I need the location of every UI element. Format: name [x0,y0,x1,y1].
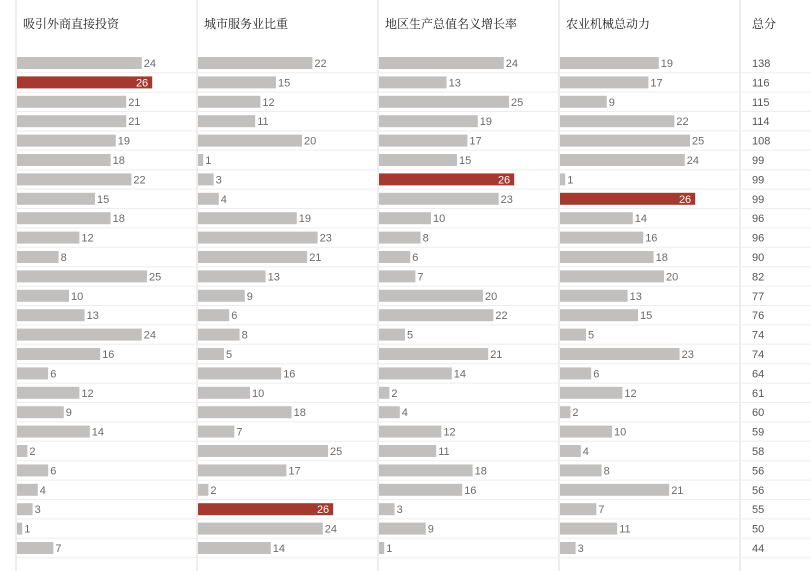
bar-value-label: 1 [386,543,393,555]
bar [379,232,421,244]
bar [560,115,674,127]
bar-value-label: 17 [650,77,663,90]
total-value: 99 [752,193,765,206]
bar-value-label: 2 [29,446,36,458]
bar [198,173,214,185]
bar-value-label: 26 [497,174,511,187]
bar [379,76,447,88]
bar-value-label: 7 [598,504,605,517]
bar-value-label: 15 [97,193,110,206]
bar [198,348,224,360]
bar [379,96,509,108]
bar [379,290,483,302]
bar-value-label: 13 [448,77,461,90]
bar-value-label: 8 [422,232,429,245]
bar-value-label: 9 [427,523,434,536]
bar-value-label: 23 [500,193,513,206]
bar [560,309,638,321]
bar [17,270,147,282]
bar-value-label: 13 [86,310,99,323]
bar [379,503,395,515]
bar [198,135,302,147]
bar [17,542,53,554]
bar [560,329,586,341]
bar-value-label: 21 [309,252,322,264]
bar [379,348,488,360]
bar-value-label: 17 [288,465,301,478]
bar [17,212,111,224]
bar [198,193,219,205]
bar [17,503,33,515]
bar [17,387,79,399]
bar [17,251,59,263]
bar-value-label: 9 [65,407,72,420]
bar-value-label: 11 [619,523,631,536]
bar [198,270,266,282]
bar-value-label: 3 [577,543,584,555]
bar-value-label: 14 [91,426,105,439]
bar-value-label: 10 [71,290,84,303]
bar [198,329,240,341]
bar [198,542,271,554]
bar-value-label: 22 [133,174,146,187]
bar-value-label: 1 [205,155,212,167]
bar [560,484,669,496]
bar [560,367,591,379]
bar-value-label: 19 [479,116,493,129]
total-value: 74 [752,349,765,361]
bar [560,406,570,418]
bar [379,367,452,379]
bar [198,445,328,457]
bar [379,426,441,438]
bar-value-label: 24 [324,523,338,536]
bar-value-label: 9 [608,96,615,109]
bar-value-label: 11 [257,116,269,129]
bar [17,523,22,535]
bar [379,387,389,399]
bar-value-label: 10 [433,213,446,226]
bar [560,426,612,438]
bar [17,426,90,438]
bar-value-label: 5 [226,349,233,361]
bar-value-label: 16 [283,368,296,381]
bar [198,212,297,224]
bar-value-label: 9 [246,290,253,303]
bar-value-label: 13 [267,271,280,284]
bar [379,193,499,205]
bar [198,290,245,302]
bar [379,57,504,69]
bar-value-label: 17 [469,135,482,148]
bar-value-label: 8 [241,329,248,342]
total-value: 138 [752,58,771,70]
bar-value-label: 6 [593,368,600,381]
bar-value-label: 6 [412,252,419,264]
bar [17,154,111,166]
total-value: 90 [752,252,765,264]
bar-value-label: 15 [459,155,472,167]
bar [17,367,48,379]
total-value: 115 [752,96,770,109]
column-header: 农业机械总动力 [566,17,651,31]
total-value: 99 [752,155,765,167]
bar [379,329,405,341]
bar-value-label: 21 [490,349,503,361]
bar-value-label: 6 [50,465,57,478]
bar [198,57,312,69]
bar [198,426,234,438]
bar-value-label: 21 [671,484,684,497]
bar [379,542,384,554]
bar [17,193,95,205]
total-value: 56 [752,484,765,497]
bar [198,76,276,88]
bar [379,212,431,224]
bar-value-label: 22 [495,310,508,323]
bar [198,251,307,263]
bar-value-label: 20 [666,271,679,284]
bar-value-label: 8 [603,465,610,478]
bar-value-label: 25 [511,96,524,109]
total-value: 64 [752,368,765,381]
bar [560,232,643,244]
bar [379,115,478,127]
total-value: 76 [752,310,765,323]
bar [560,96,607,108]
bar-value-label: 5 [407,329,414,342]
bar-value-label: 3 [396,504,403,517]
total-value: 50 [752,523,765,536]
bar [17,96,126,108]
bar [198,484,208,496]
bar-value-label: 15 [640,310,653,323]
bar [379,445,436,457]
bar [17,309,85,321]
bar [17,115,126,127]
total-value: 56 [752,465,765,478]
bar-value-label: 26 [135,77,149,90]
total-value: 59 [752,426,765,439]
total-value: 96 [752,213,765,226]
bar [379,484,462,496]
total-value: 108 [752,135,771,148]
bar-value-label: 6 [50,368,57,381]
bar [198,232,318,244]
bar-value-label: 22 [314,58,327,70]
bar [17,348,100,360]
bar-value-label: 4 [401,407,408,420]
bar-value-label: 4 [220,193,227,206]
bar-value-label: 15 [278,77,291,90]
bar-value-label: 24 [686,155,700,167]
bar-value-label: 14 [272,543,286,555]
bar-value-label: 20 [304,135,317,148]
bar [198,96,260,108]
bar [198,115,255,127]
bar-value-label: 25 [330,446,343,458]
bar [198,154,203,166]
bar [198,387,250,399]
bar-value-label: 13 [629,290,642,303]
bar [198,367,281,379]
total-header: 总分 [752,17,777,31]
bar [560,193,695,205]
bar-value-label: 25 [692,135,705,148]
bar-value-label: 23 [681,349,694,361]
bar [198,406,292,418]
bar [560,387,622,399]
bar [560,154,685,166]
bar-value-label: 7 [55,543,62,555]
bar [198,464,286,476]
bar-value-label: 3 [34,504,41,517]
bar [198,309,229,321]
bar [17,329,142,341]
bar [379,523,426,535]
bar [560,173,565,185]
bar-value-label: 14 [634,213,648,226]
bar [17,173,131,185]
bar-value-label: 2 [391,387,398,400]
bar [560,212,633,224]
bar [560,445,581,457]
total-value: 74 [752,329,765,342]
bar-value-label: 10 [614,426,627,439]
bar [379,309,493,321]
bar [17,290,69,302]
bar [17,57,142,69]
bar [379,406,400,418]
bar-value-label: 1 [24,523,31,536]
bar [17,484,38,496]
bar [17,232,79,244]
column-header: 城市服务业比重 [204,17,289,31]
bar [560,464,602,476]
bar-value-label: 2 [210,484,217,497]
bar-value-label: 2 [572,407,579,420]
bar-value-label: 26 [678,193,692,206]
bar-value-label: 11 [438,446,450,458]
bar-value-label: 22 [676,116,689,129]
bar [379,154,457,166]
total-value: 116 [752,77,770,90]
bar-value-label: 12 [262,96,275,109]
total-value: 96 [752,232,765,245]
bar-value-label: 10 [252,387,265,400]
bar-value-label: 12 [81,387,94,400]
bar-value-label: 18 [112,213,125,226]
bar-value-label: 19 [298,213,312,226]
bar [560,542,576,554]
bar-value-label: 19 [117,135,131,148]
bar [560,76,648,88]
bar-value-label: 1 [567,174,574,187]
total-value: 58 [752,446,765,458]
bar-value-label: 18 [112,155,125,167]
bar [17,464,48,476]
bar-value-label: 20 [485,290,498,303]
total-value: 77 [752,290,765,303]
bar-value-label: 12 [81,232,94,245]
column-header: 地区生产总值名义增长率 [385,17,518,31]
bar-value-label: 26 [316,504,330,517]
bar [560,57,659,69]
bar-value-label: 14 [453,368,467,381]
bar-value-label: 21 [128,116,141,129]
bar-value-label: 5 [588,329,595,342]
bar-value-label: 23 [319,232,332,245]
bar [560,290,628,302]
bar [379,270,415,282]
bar-value-label: 18 [293,407,306,420]
total-value: 99 [752,174,765,187]
bar [379,135,467,147]
bar [560,348,680,360]
bar [379,251,410,263]
total-value: 82 [752,271,765,284]
bar [560,135,690,147]
bar-value-label: 16 [102,349,115,361]
bar [198,503,333,515]
bar [198,523,323,535]
bar-value-label: 6 [231,310,238,323]
bar-value-label: 12 [443,426,456,439]
column-header: 吸引外商直接投资 [23,17,120,31]
bar-value-label: 24 [143,58,157,70]
bar [17,445,27,457]
total-value: 61 [752,387,765,400]
bar-value-label: 7 [417,271,424,284]
bar-value-label: 24 [505,58,519,70]
bar-value-label: 4 [582,446,589,458]
bar-value-label: 21 [128,96,141,109]
bar-value-label: 4 [39,484,46,497]
bar-value-label: 16 [645,232,658,245]
bar [560,523,617,535]
total-value: 114 [752,116,770,129]
total-value: 44 [752,543,765,555]
bar-value-label: 16 [464,484,477,497]
bar [17,76,152,88]
bar-value-label: 18 [655,252,668,264]
bar-value-label: 25 [149,271,162,284]
total-value: 55 [752,504,765,517]
bar-value-label: 3 [215,174,222,187]
bar [17,135,116,147]
bar-value-label: 19 [660,58,674,70]
bar [560,270,664,282]
bar [379,173,514,185]
bar [560,251,654,263]
bar-value-label: 24 [143,329,157,342]
bar [379,464,473,476]
bar-value-label: 12 [624,387,637,400]
bar-value-label: 7 [236,426,243,439]
bar [17,406,64,418]
total-value: 60 [752,407,765,420]
bar [560,503,596,515]
bar-value-label: 8 [60,252,67,264]
bar-value-label: 18 [474,465,487,478]
